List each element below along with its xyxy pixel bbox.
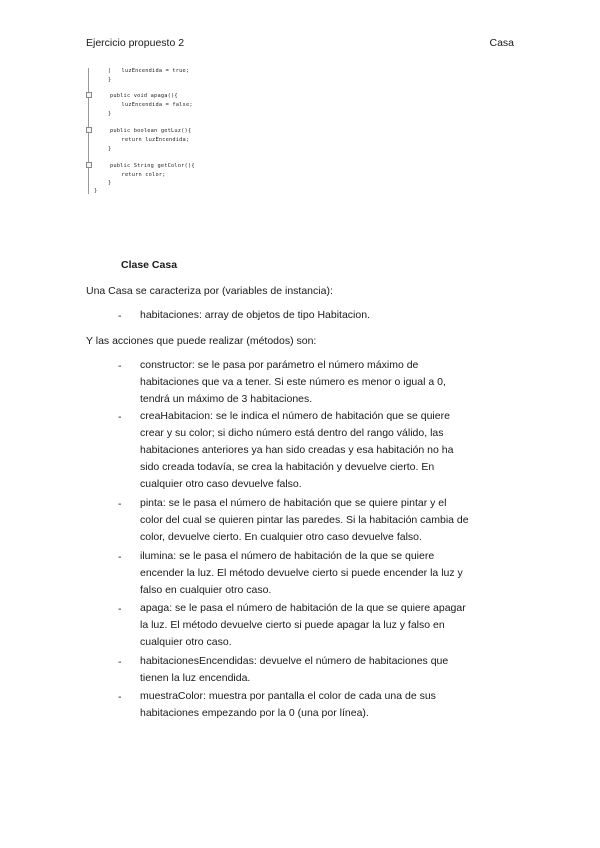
- list-item-line: tendrá un máximo de 3 habitaciones.: [140, 393, 313, 405]
- code-line: public String getColor(){: [110, 163, 195, 169]
- code-line: }: [94, 188, 98, 194]
- list-dash: -: [118, 498, 122, 510]
- list-item-line: cualquier otro caso devuelve falso.: [140, 478, 302, 490]
- fold-marker: [86, 127, 92, 133]
- list-item: [140, 357, 520, 408]
- fold-marker: [86, 92, 92, 98]
- list-item-line: falso en cualquier otro caso.: [140, 584, 272, 596]
- section-title: Clase Casa: [121, 259, 178, 271]
- list-item: [140, 307, 520, 324]
- code-line: public void apaga(){: [110, 93, 178, 99]
- actions-intro: Y las acciones que puede realizar (métodos) son:: [86, 335, 317, 347]
- list-item-line: cualquier otro caso.: [140, 636, 232, 648]
- list-dash: -: [118, 603, 122, 615]
- list-item-line: muestraColor: muestra por pantalla el color de cada una de sus: [140, 690, 436, 702]
- code-screenshot: [86, 66, 226, 198]
- list-item-line: la luz. El método devuelve cierto si puede apagar la luz y falso en: [140, 619, 445, 631]
- header-left: Ejercicio propuesto 2: [86, 37, 185, 49]
- list-item-line: creaHabitacion: se le indica el número de habitación que se quiere: [140, 410, 450, 422]
- list-item-line: habitaciones anteriores ya han sido creadas y esa habitación no ha: [140, 444, 454, 456]
- code-line: }: [108, 77, 112, 83]
- list-item-line: sido creada todavía, se crea la habitación y devuelve cierto. En: [140, 461, 435, 473]
- code-line: luzEncendida = false;: [108, 102, 193, 108]
- list-item-line: ilumina: se le pasa el número de habitación de la que se quiere: [140, 550, 435, 562]
- code-line: }: [108, 146, 112, 152]
- code-line: | luzEncendida = true;: [108, 68, 190, 74]
- code-line: return color;: [108, 172, 166, 178]
- list-item-line: habitaciones que va a tener. Si este número es menor o igual a 0,: [140, 376, 446, 388]
- list-item-line: constructor: se le pasa por parámetro el número máximo de: [140, 359, 419, 371]
- list-item: [140, 495, 520, 546]
- list-dash: -: [118, 691, 122, 703]
- list-dash: -: [118, 656, 122, 668]
- list-item-line: crear y su color; si dicho número está dentro del rango válido, las: [140, 427, 444, 439]
- list-item: [140, 600, 520, 651]
- list-dash: -: [118, 310, 122, 322]
- code-line: }: [108, 180, 112, 186]
- code-line: }: [108, 111, 112, 117]
- fold-marker: [86, 162, 92, 168]
- code-line: public boolean getLuz(){: [110, 128, 192, 134]
- list-item-line: habitacionesEncendidas: devuelve el número de habitaciones que: [140, 655, 449, 667]
- header-right: Casa: [489, 37, 514, 49]
- list-item-line: encender la luz. El método devuelve cierto si puede encender la luz y: [140, 567, 463, 579]
- list-item-line: habitaciones empezando por la 0 (una por línea).: [140, 707, 369, 719]
- list-item-line: habitaciones: array de objetos de tipo Habitacion.: [140, 309, 370, 321]
- list-item: [140, 688, 520, 722]
- list-item-line: pinta: se le pasa el número de habitación que se quiere pintar y el: [140, 497, 447, 509]
- list-item-line: apaga: se le pasa el número de habitación de la que se quiere apagar: [140, 602, 466, 614]
- list-dash: -: [118, 411, 122, 423]
- list-item: [140, 653, 520, 687]
- list-item-line: tienen la luz encendida.: [140, 672, 251, 684]
- list-dash: -: [118, 360, 122, 372]
- list-item-line: color, devuelve cierto. En cualquier otro caso devuelve falso.: [140, 531, 422, 543]
- list-item: [140, 548, 520, 599]
- intro-text: Una Casa se caracteriza por (variables de instancia):: [86, 285, 333, 297]
- list-dash: -: [118, 551, 122, 563]
- list-item: [140, 408, 520, 493]
- code-line: return luzEncendida;: [108, 137, 190, 143]
- list-item-line: color del cual se quieren pintar las paredes. Si la habitación cambia de: [140, 514, 469, 526]
